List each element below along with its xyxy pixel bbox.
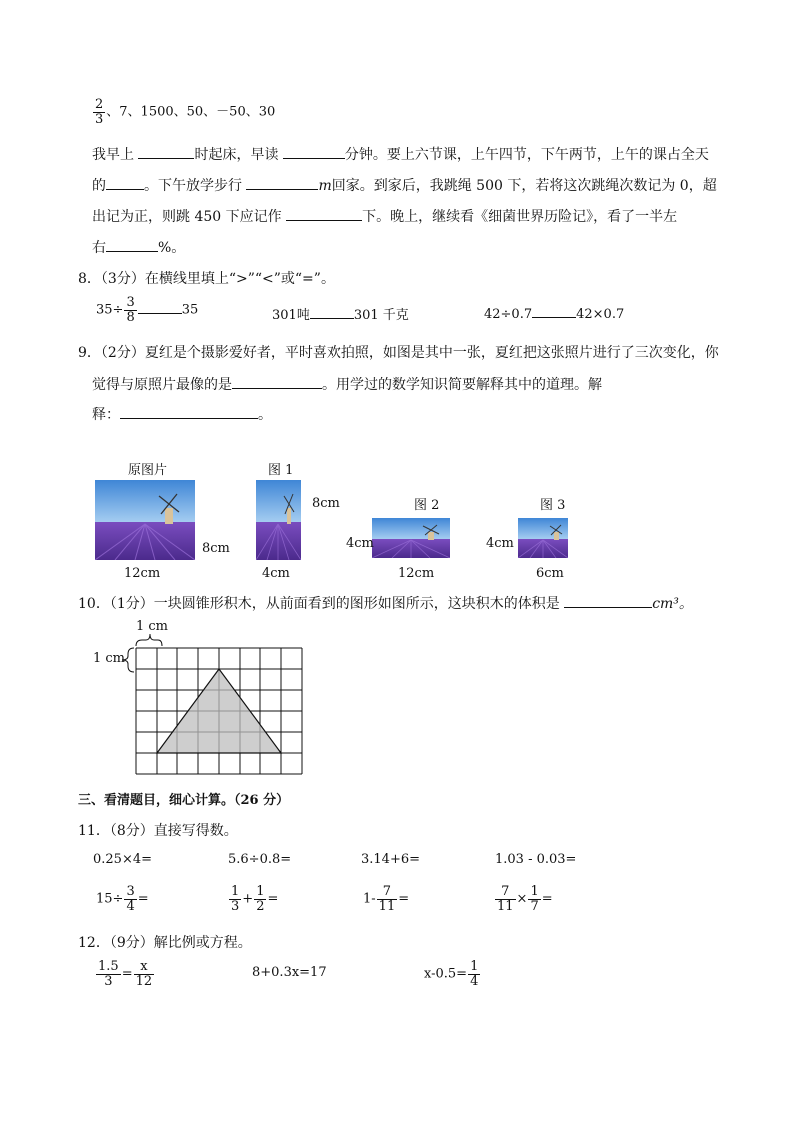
figure-1-width-label: 4cm (262, 566, 290, 581)
label-figure-3: 图 3 (540, 498, 566, 513)
q11-item-3: 3.14+6= (361, 852, 421, 867)
q11-item-6: $\frac{1}{3}$ + $\frac{1}{2}$ = (231, 884, 279, 914)
fraction: $\frac{2}{3}$ (95, 97, 104, 127)
answer-blank[interactable] (106, 175, 144, 190)
label-figure-1: 图 1 (268, 463, 294, 478)
q11-heading: 11．（8分）直接写得数。 (78, 823, 238, 839)
figure-2-photo (372, 518, 450, 558)
q11-item-4: 1.03 - 0.03= (495, 852, 577, 867)
q11-item-8: $\frac{7}{11}$ × $\frac{1}{7}$ = (497, 884, 553, 914)
q8-expr-2: 301吨 301 千克 (272, 304, 409, 323)
grid-top-unit-label: 1 cm (136, 619, 169, 634)
answer-blank[interactable] (120, 404, 258, 419)
q7-line-4: 右 %。 (92, 237, 185, 257)
section-3-title: 三、看清题目，细心计算。（26 分） (78, 793, 290, 808)
q11-item-5: 15÷ $\frac{3}{4}$ = (96, 884, 149, 914)
grid-left-unit-label: 1 cm (93, 651, 126, 666)
q10-text: 10．（1分）一块圆锥形积木，从前面看到的图形如图所示，这块积木的体积是 cm³。 (78, 593, 693, 613)
answer-blank[interactable] (286, 206, 362, 221)
label-figure-2: 图 2 (414, 498, 440, 513)
figure-1-height-label: 8cm (312, 496, 340, 511)
original-height-label: 8cm (202, 541, 230, 556)
answer-blank[interactable] (106, 237, 158, 252)
answer-blank[interactable] (532, 304, 576, 318)
label-original-photo: 原图片 (128, 463, 168, 478)
answer-blank[interactable] (564, 593, 652, 608)
q8-expr-3: 42÷0.7 42×0.7 (484, 304, 624, 322)
answer-blank[interactable] (246, 175, 318, 190)
q9-line-3: 释： 。 (92, 404, 272, 424)
q12-proportion: $\frac{1.5}{3}$ = $\frac{x}{12}$ (98, 959, 153, 989)
answer-blank[interactable] (310, 305, 354, 319)
q11-item-1: 0.25×4= (93, 852, 153, 867)
figure-3-height-label: 4cm (486, 536, 514, 551)
q8-heading: 8．（3分）在横线里填上“>”“<”或“=”。 (78, 271, 335, 287)
q11-item-2: 5.6÷0.8= (228, 852, 292, 867)
q9-line-1: 9．（2分）夏红是个摄影爱好者，平时喜欢拍照，如图是其中一张，夏红把这张照片进行了三次变化，你 (78, 345, 719, 361)
q12-heading: 12．（9分）解比例或方程。 (78, 935, 252, 951)
answer-blank[interactable] (138, 300, 182, 314)
q7-line-1: 我早上 时起床，早读 分钟。要上六节课，上午四节，下午两节，上午的课占全天 (92, 144, 709, 164)
q11-item-7: 1- $\frac{7}{11}$ = (363, 884, 410, 914)
q12-equation-1: 8+0.3x=17 (252, 965, 327, 980)
answer-blank[interactable] (232, 374, 322, 389)
q9-line-2: 觉得与原照片最像的是 。用学过的数学知识简要解释其中的道理。解 (92, 374, 602, 394)
q7-line-2: 的 。下午放学步行 m回家。到家后，我跳绳 500 下，若将这次跳绳次数记为 0，超 (92, 175, 717, 195)
original-lavender-photo (95, 480, 195, 560)
figure-3-photo (518, 518, 568, 558)
q7-number-list: $\frac{2}{3}$ 、7、1500、50、－50、30 (95, 97, 276, 127)
figure-3-width-label: 6cm (536, 566, 564, 581)
q8-expr-1: 35÷ $\frac{3}{8}$ 35 (96, 295, 199, 325)
figure-2-width-label: 12cm (398, 566, 435, 581)
figure-1-photo (256, 480, 301, 560)
answer-blank[interactable] (138, 144, 194, 159)
figure-2-height-label: 4cm (346, 536, 374, 551)
q12-equation-2: x-0.5= $\frac{1}{4}$ (424, 959, 479, 989)
cone-front-view-grid (120, 630, 310, 780)
answer-blank[interactable] (283, 144, 345, 159)
original-width-label: 12cm (124, 566, 161, 581)
q7-line-3: 出记为正，则跳 450 下应记作 下。晚上，继续看《细菌世界历险记》，看了一半左 (92, 206, 677, 226)
